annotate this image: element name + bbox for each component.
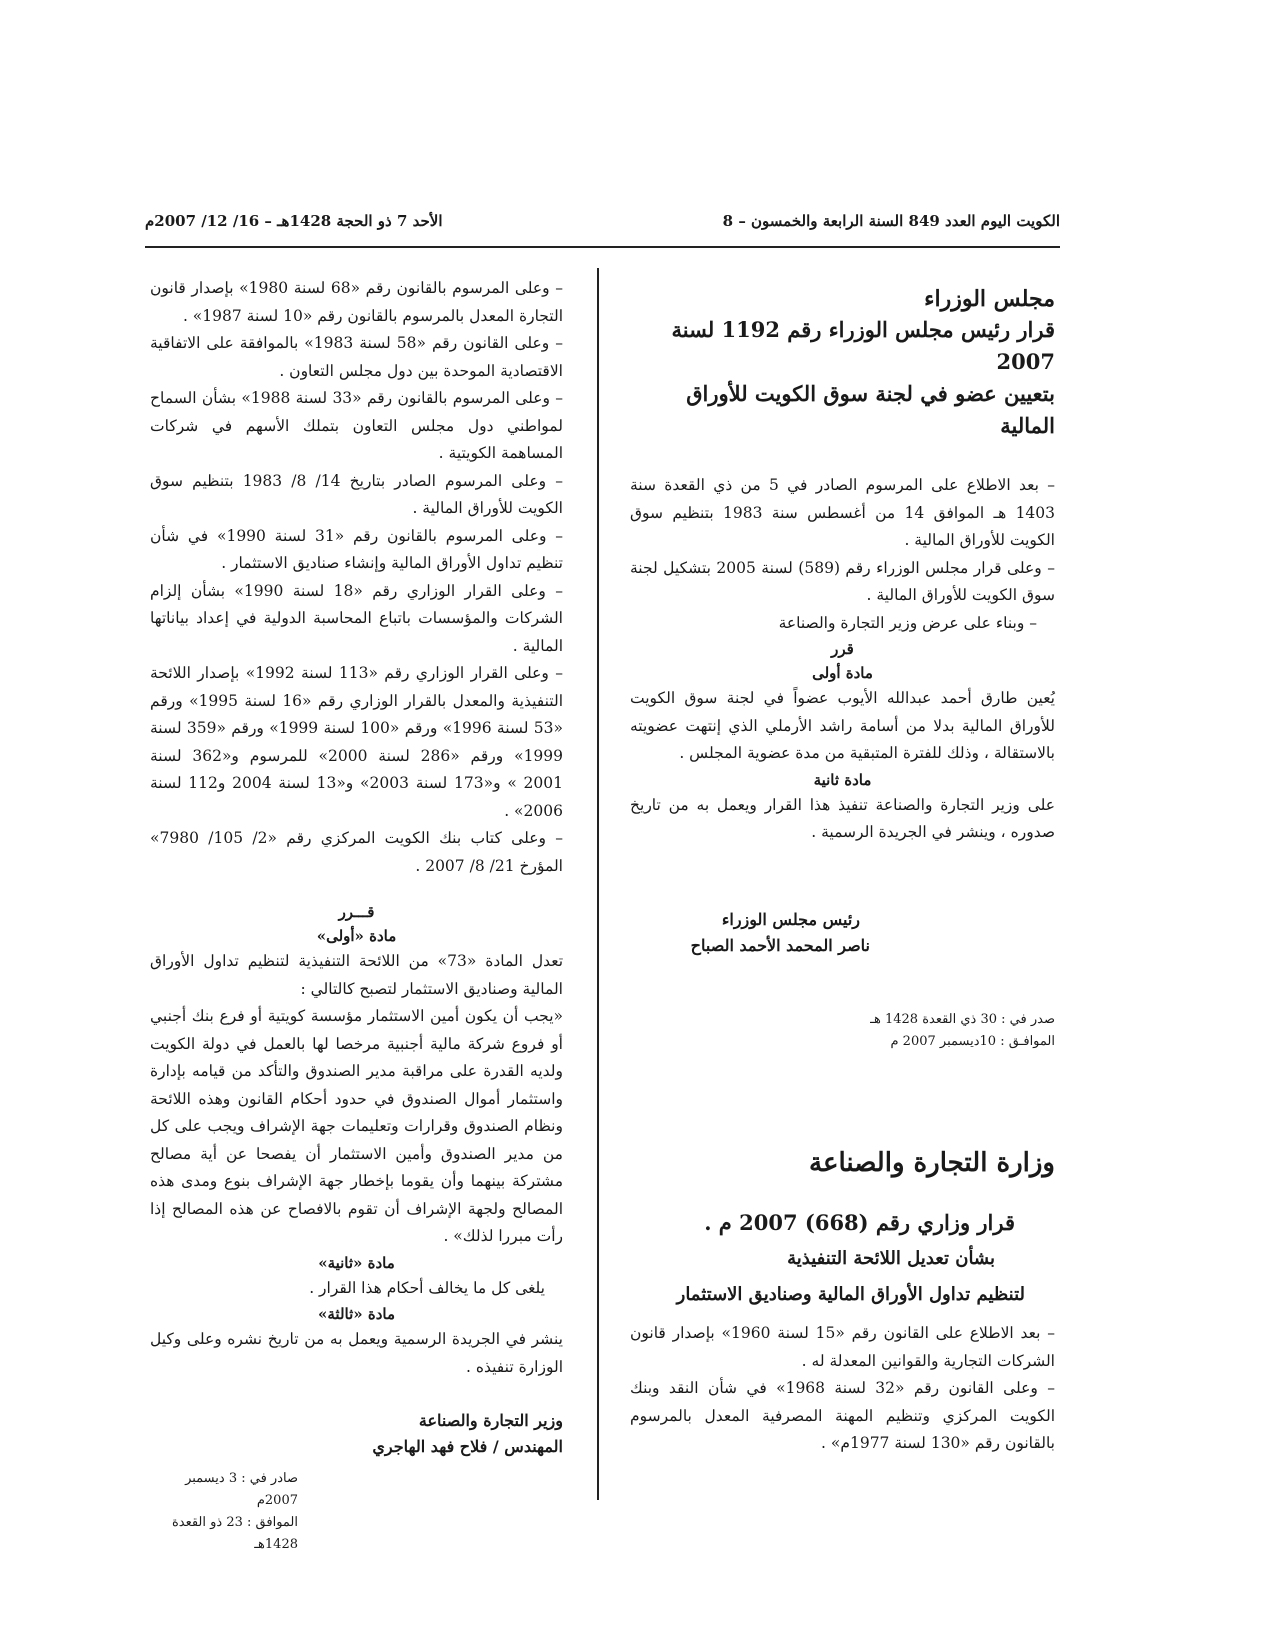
- article-title: مادة «ثالثة»: [318, 1305, 395, 1323]
- decree-title: قرار رئيس مجلس الوزراء رقم 1192 لسنة 2007: [671, 317, 1055, 374]
- decree-subtitle: بتعيين عضو في لجنة سوق الكويت للأوراق المالية: [686, 381, 1055, 438]
- issue-date: صادر في : 3 ديسمبر 2007م: [185, 1471, 298, 1508]
- decree-title: قرار وزاري رقم (668) 2007 م .: [704, 1210, 1015, 1235]
- article-title: مادة ثانية: [813, 770, 872, 789]
- article-text: على وزير التجارة والصناعة تنفيذ هذا القرار ويعمل به من تاريخ صدوره ، وينشر في الجريدة الرسمية .: [630, 795, 1055, 841]
- article-quote: «يجب أن يكون أمين الاستثمار مؤسسة كويتية أو فرع بنك أجنبي أو فروع شركة مالية أجنبية مرخصا لها بالعمل في دولة الكويت ولديه القدرة على مراقبة مدير الصندوق والتأكد من قيامه بإدارة واستثمار أموال الصندوق في حدود أحكام القانون وهذه اللائحة ونظام الصندوق وقرارات وتعليمات جهة الإشراف ويجب على كل من مدير الصندوق وأمين الاستثمار أن يفصحا عن أية مصالح مشتركة بينهما وأن يقوما بإخطار جهة الإشراف بنوع ومدى هذه المصالح ولجهة الإشراف أن تقوم بالافصاح عن هذه المصالح إذا رأت مبررا لذلك» .: [150, 1007, 563, 1245]
- preamble-paragraph: – وعلى المرسوم الصادر بتاريخ 14/ 8/ 1983 بتنظيم سوق الكويت للأوراق المالية .: [150, 471, 563, 517]
- decided-heading: قـــرر: [338, 903, 375, 921]
- header-issue-info: الكويت اليوم العدد 849 السنة الرابعة والخمسون – 8: [722, 212, 1060, 230]
- preamble-paragraph: – وعلى المرسوم بالقانون رقم «68 لسنة 1980» بإصدار قانون التجارة المعدل بالمرسوم بالقانون رقم «10 لسنة 1987» .: [150, 279, 563, 325]
- ministerial-decree-preamble: [630, 1320, 1055, 1458]
- section-heading-council: مجلس الوزراء: [924, 286, 1055, 312]
- preamble-paragraph: – وعلى المرسوم بالقانون رقم «33 لسنة 1988» بشأن السماح لمواطني دول مجلس التعاون بتملك الأسهم في شركات المساهمة الكويتية .: [150, 389, 563, 462]
- decided-heading: قرر: [831, 640, 854, 658]
- corresponding-date: الموافق : 23 ذو القعدة 1428هـ: [171, 1515, 298, 1552]
- preamble-paragraph: – بعد الاطلاع على القانون رقم «15 لسنة 1960» بإصدار قانون الشركات التجارية والقوانين المعدلة له .: [630, 1324, 1055, 1370]
- preamble-paragraph: – وعلى قرار مجلس الوزراء رقم (589) لسنة 2005 بتشكيل لجنة سوق الكويت للأوراق المالية .: [630, 558, 1055, 604]
- left-signature-block: [150, 1408, 563, 1556]
- decree-subtitle: بشأن تعديل اللائحة التنفيذية: [787, 1248, 995, 1269]
- decree-subtitle: لتنظيم تداول الأوراق المالية وصناديق الاستثمار: [676, 1284, 1025, 1305]
- preamble-paragraph: – وعلى المرسوم بالقانون رقم «31 لسنة 1990» في شأن تنظيم تداول الأوراق المالية وإنشاء صناديق الاستثمار .: [150, 526, 563, 572]
- preamble-paragraph: – وعلى القانون رقم «58 لسنة 1983» بالموافقة على الاتفاقية الاقتصادية الموحدة بين دول مجلس التعاون .: [150, 334, 563, 380]
- article-title: مادة أولى: [812, 664, 873, 682]
- article-text: تعدل المادة «73» من اللائحة التنفيذية لتنظيم تداول الأوراق المالية وصناديق الاستثمار لتصبح كالتالي :: [150, 952, 564, 998]
- header-date: الأحد 7 ذو الحجة 1428هـ – 16/ 12/ 2007م: [145, 212, 443, 230]
- page-header: [145, 212, 1060, 248]
- corresponding-date: الموافـق : 10ديسمبر 2007 م: [890, 1033, 1055, 1049]
- preamble-paragraph: – وبناء على عرض وزير التجارة والصناعة: [778, 613, 1037, 632]
- preamble-paragraph: – بعد الاطلاع على المرسوم الصادر في 5 من ذي القعدة سنة 1403 هـ الموافق 14 من أغسطس سنة 1983 بتنظيم سوق الكويت للأوراق المالية .: [630, 476, 1056, 549]
- right-column: [630, 284, 1055, 1053]
- article-title: مادة «أولى»: [316, 927, 397, 945]
- preamble-paragraph: – وعلى القانون رقم «32 لسنة 1968» في شأن النقد وبنك الكويت المركزي وتنظيم المهنة المصرفية المعدل بالمرسوم بالقانون رقم «130 لسنة 1977م» .: [630, 1379, 1055, 1452]
- signature-name: ناصر المحمد الأحمد الصباح: [690, 935, 870, 955]
- article-text: يلغى كل ما يخالف أحكام هذا القرار .: [309, 1278, 545, 1297]
- signature-title: رئيس مجلس الوزراء: [721, 909, 860, 929]
- ministerial-decree-heading: [630, 1205, 1055, 1313]
- article-text: ينشر في الجريدة الرسمية ويعمل به من تاريخ نشره وعلى وكيل الوزارة تنفيذه .: [150, 1330, 563, 1376]
- preamble-paragraph: – وعلى القرار الوزاري رقم «113 لسنة 1992» بإصدار اللائحة التنفيذية والمعدل بالقرار الوزاري رقم «16 لسنة 1995» ورقم «53 لسنة 1996» ورقم «100 لسنة 1999» ورقم «359 لسنة 1999» ورقم «286 لسنة 2000» للمرسوم و«362 لسنة 2001 » و«173 لسنة 2003» و«13 لسنة 2004 و112 لسنة 2006» .: [150, 664, 564, 820]
- section-heading-ministry: وزارة التجارة والصناعة: [809, 1148, 1055, 1178]
- left-column: [150, 275, 563, 1381]
- signature-title: وزير التجارة والصناعة: [418, 1411, 563, 1430]
- signature-name: المهندس / فلاح فهد الهاجري: [372, 1437, 563, 1456]
- article-text: يُعين طارق أحمد عبدالله الأيوب عضواً في لجنة سوق الكويت للأوراق المالية بدلا من أسامة راشد الأرملي الذي إنتهت عضويته بالاستقالة ، وذلك للفترة المتبقية من مدة عضوية المجلس .: [630, 689, 1055, 762]
- column-divider: [597, 268, 599, 1500]
- issue-date: صدر في : 30 ذي القعدة 1428 هـ: [870, 1011, 1055, 1027]
- preamble-paragraph: – وعلى القرار الوزاري رقم «18 لسنة 1990» بشأن إلزام الشركات والمؤسسات باتباع المحاسبة الدولية في إعداد بياناتها المالية .: [150, 581, 563, 655]
- article-title: مادة «ثانية»: [318, 1253, 395, 1272]
- preamble-paragraph: – وعلى كتاب بنك الكويت المركزي رقم «2/ 105/ 7980» المؤرخ 21/ 8/ 2007 .: [150, 829, 563, 875]
